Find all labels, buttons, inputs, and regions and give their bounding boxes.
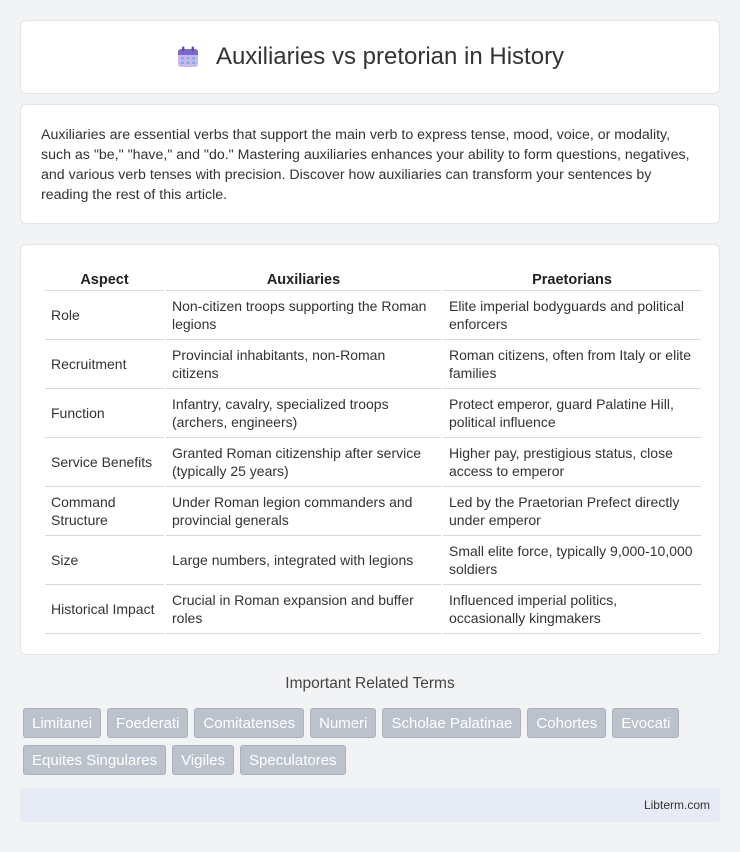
cell-praetorians: Influenced imperial politics, occasionally kingmakers — [443, 585, 701, 634]
related-tag[interactable]: Scholae Palatinae — [382, 708, 521, 738]
footer — [20, 788, 720, 822]
related-tag[interactable]: Foederati — [107, 708, 188, 738]
related-tag[interactable]: Vigiles — [172, 745, 234, 775]
table-row — [45, 340, 701, 389]
cell-praetorians: Small elite force, typically 9,000-10,000 soldiers — [443, 536, 701, 585]
cell-auxiliaries: Granted Roman citizenship after service (typically 25 years) — [166, 438, 441, 487]
header-card — [20, 20, 720, 94]
cell-auxiliaries: Crucial in Roman expansion and buffer roles — [166, 585, 441, 634]
cell-praetorians: Led by the Praetorian Prefect directly under emperor — [443, 487, 701, 536]
cell-aspect: Service Benefits — [45, 438, 164, 487]
intro-card — [20, 104, 720, 224]
calendar-icon — [176, 45, 200, 69]
cell-aspect: Historical Impact — [45, 585, 164, 634]
related-tag[interactable]: Limitanei — [23, 708, 101, 738]
table-row — [45, 585, 701, 634]
cell-praetorians: Higher pay, prestigious status, close access to emperor — [443, 438, 701, 487]
cell-aspect: Size — [45, 536, 164, 585]
table-row — [45, 487, 701, 536]
cell-aspect: Command Structure — [45, 487, 164, 536]
comparison-card — [20, 244, 720, 655]
cell-praetorians: Roman citizens, often from Italy or elite families — [443, 340, 701, 389]
related-tag[interactable]: Evocati — [612, 708, 679, 738]
cell-auxiliaries: Under Roman legion commanders and provincial generals — [166, 487, 441, 536]
cell-auxiliaries: Non-citizen troops supporting the Roman legions — [166, 291, 441, 340]
cell-auxiliaries: Infantry, cavalry, specialized troops (archers, engineers) — [166, 389, 441, 438]
related-tag[interactable]: Comitatenses — [194, 708, 304, 738]
page-title: Auxiliaries vs pretorian in History — [215, 43, 565, 70]
cell-auxiliaries: Large numbers, integrated with legions — [166, 536, 441, 585]
related-tag[interactable]: Numeri — [310, 708, 376, 738]
cell-aspect: Recruitment — [45, 340, 164, 389]
related-tag[interactable]: Equites Singulares — [23, 745, 166, 775]
related-terms-list — [23, 708, 723, 775]
table-header-row — [45, 265, 701, 291]
intro-text: Auxiliaries are essential verbs that support the main verb to express tense, mood, voice, or modality, such as "be," "have," and "do." Mastering auxiliaries enhances your ability to form questions, negatives, and various verb tenses with precision. Discover how auxiliaries can transform your sentences by reading the rest of this article. — [41, 127, 690, 203]
header-aspect: Aspect — [45, 265, 164, 291]
cell-praetorians: Protect emperor, guard Palatine Hill, political influence — [443, 389, 701, 438]
related-tag[interactable]: Cohortes — [527, 708, 606, 738]
cell-aspect: Function — [45, 389, 164, 438]
table-row — [45, 438, 701, 487]
related-tag[interactable]: Speculatores — [240, 745, 346, 775]
cell-praetorians: Elite imperial bodyguards and political enforcers — [443, 291, 701, 340]
table-row — [45, 389, 701, 438]
cell-auxiliaries: Provincial inhabitants, non-Roman citizens — [166, 340, 441, 389]
footer-site-link[interactable]: Libterm.com — [643, 798, 710, 812]
table-row — [45, 291, 701, 340]
cell-aspect: Role — [45, 291, 164, 340]
table-row — [45, 536, 701, 585]
related-terms-title: Important Related Terms — [285, 675, 455, 692]
header-auxiliaries: Auxiliaries — [166, 265, 441, 291]
header-praetorians: Praetorians — [443, 265, 701, 291]
comparison-table — [43, 265, 703, 634]
